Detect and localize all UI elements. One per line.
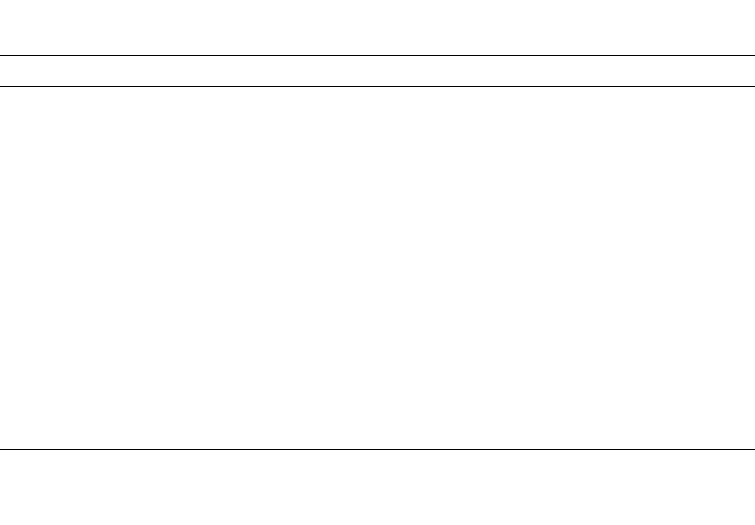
header-rule (0, 86, 755, 87)
header-row (0, 61, 755, 83)
top-rule (0, 55, 755, 56)
bottom-rule (0, 449, 755, 450)
